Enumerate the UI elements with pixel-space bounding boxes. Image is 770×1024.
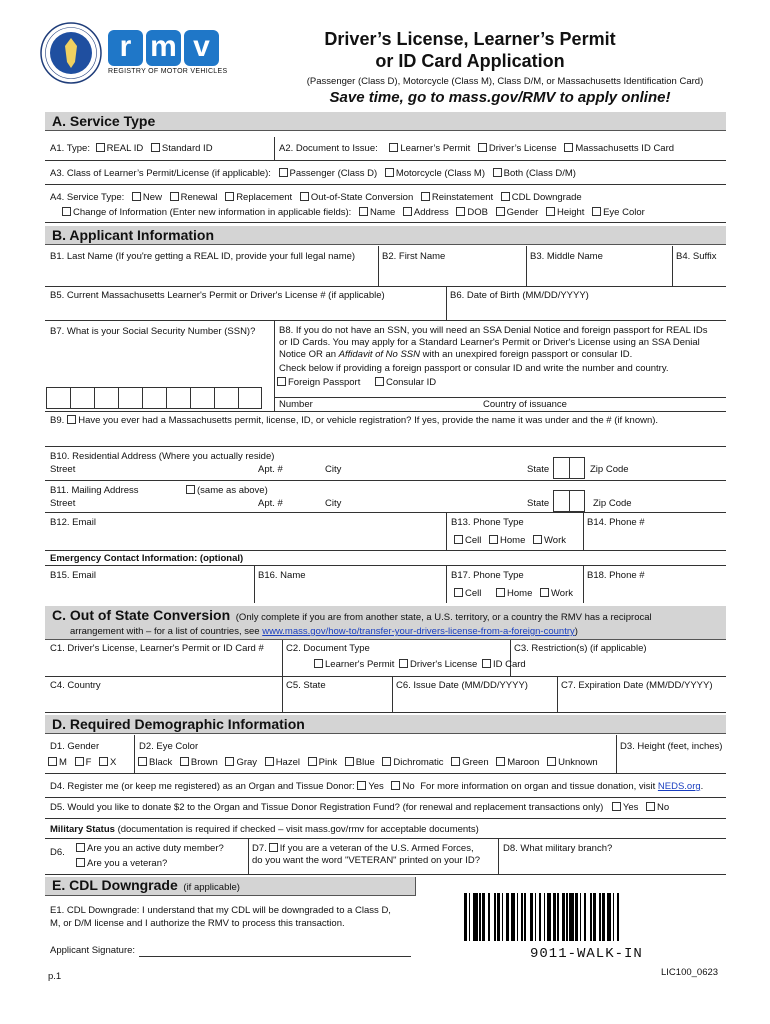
section-d-title: D. Required Demographic Information — [52, 716, 305, 732]
replacement-checkbox[interactable] — [225, 192, 234, 201]
eye-black-checkbox[interactable] — [138, 757, 147, 766]
class-m-checkbox[interactable] — [385, 168, 394, 177]
d3-label: D3. Height (feet, inches) — [620, 741, 723, 752]
d2-options: Black Brown Gray Hazel Pink Blue Dichromatic Green Maroon Unknown — [138, 757, 598, 768]
b18-label: B18. Phone # — [587, 570, 645, 581]
b11-street: Street — [50, 498, 76, 509]
b10-city: City — [325, 464, 342, 475]
d2-label: D2. Eye Color — [139, 741, 199, 752]
change-info-checkbox[interactable] — [62, 207, 71, 216]
c7-label: C7. Expiration Date (MM/DD/YYYY) — [561, 680, 713, 691]
b10-apt: Apt. # — [258, 464, 283, 475]
b8-line2: or ID Cards. You may apply for a Standard Learner's Permit or Driver's License using an SSA Denial — [279, 337, 700, 348]
foreign-country-link[interactable]: www.mass.gov/how-to/transfer-your-drivers-license-from-a-foreign-country — [262, 626, 575, 637]
ma-id-card-checkbox[interactable] — [564, 143, 573, 152]
eye-dichromatic-checkbox[interactable] — [382, 757, 391, 766]
gender-f-checkbox[interactable] — [75, 757, 84, 766]
b13-work-checkbox[interactable] — [533, 535, 542, 544]
oos-conversion-checkbox[interactable] — [300, 192, 309, 201]
e1-line1: E1. CDL Downgrade: I understand that my CDL will be downgraded to a Class D, — [50, 905, 391, 916]
d6-active-duty: Are you an active duty member? — [76, 843, 224, 854]
barcode-text: 9011-WALK-IN — [530, 946, 643, 962]
a4-change-row: Change of Information (Enter new information in applicable fields): Name Address DOB Gender Height Eye Color — [62, 207, 645, 218]
b5-label: B5. Current Massachusetts Learner's Permit or Driver's License # (if applicable) — [50, 290, 385, 301]
b17-label: B17. Phone Type — [451, 570, 524, 581]
b13-cell-checkbox[interactable] — [454, 535, 463, 544]
b2-label: B2. First Name — [382, 251, 446, 262]
class-d-checkbox[interactable] — [279, 168, 288, 177]
b10-zip: Zip Code — [590, 464, 629, 475]
new-checkbox[interactable] — [132, 192, 141, 201]
b10-state: State — [527, 464, 550, 475]
b17-home-checkbox[interactable] — [496, 588, 505, 597]
c1-label: C1. Driver's License, Learner's Permit or ID Card # — [50, 643, 264, 654]
b13-options: Cell Home Work — [454, 535, 566, 546]
gender-m-checkbox[interactable] — [48, 757, 57, 766]
rmv-logo: r m v REGISTRY OF MOTOR VEHICLES — [108, 30, 228, 75]
gender-x-checkbox[interactable] — [99, 757, 108, 766]
section-e-heading: E. CDL Downgrade (if applicable) — [52, 877, 240, 893]
foreign-passport-checkbox[interactable] — [277, 377, 286, 386]
fund-no-checkbox[interactable] — [646, 802, 655, 811]
b15-label: B15. Email — [50, 570, 96, 581]
section-a-title: A. Service Type — [52, 113, 156, 129]
donor-no-checkbox[interactable] — [391, 781, 400, 790]
b11-label: B11. Mailing Address — [50, 485, 139, 496]
d1-options: M F X — [48, 757, 116, 768]
b4-label: B4. Suffix — [676, 251, 717, 262]
eye-hazel-checkbox[interactable] — [265, 757, 274, 766]
section-c-note2: arrangement with – for a list of countries, see www.mass.gov/how-to/transfer-your-drivers-license-from-a-foreign-country) — [70, 626, 578, 637]
a1-row: A1. Type: REAL ID Standard ID — [50, 143, 213, 154]
b6-label: B6. Date of Birth (MM/DD/YYYY) — [450, 290, 589, 301]
b17-work-checkbox[interactable] — [540, 588, 549, 597]
state-seal — [40, 22, 102, 84]
active-duty-checkbox[interactable] — [76, 843, 85, 852]
form-code: LIC100_0623 — [661, 967, 719, 978]
change-address-checkbox[interactable] — [403, 207, 412, 216]
a2-row: A2. Document to Issue: Learner’s Permit Driver’s License Massachusetts ID Card — [279, 143, 675, 154]
d4-row: D4. Register me (or keep me registered) as an Organ and Tissue Donor: Yes No For more information on organ and tissue donation, visit NEDS.org. — [50, 781, 704, 792]
b14-label: B14. Phone # — [587, 517, 645, 528]
b10-street: Street — [50, 464, 76, 475]
eye-brown-checkbox[interactable] — [180, 757, 189, 766]
a4-row: A4. Service Type: New Renewal Replacement Out-of-State Conversion Reinstatement CDL Downgrade — [50, 192, 582, 203]
eye-blue-checkbox[interactable] — [345, 757, 354, 766]
b8-options: Foreign Passport Consular ID — [277, 377, 436, 388]
donor-yes-checkbox[interactable] — [357, 781, 366, 790]
b8-line3: Notice OR an Affidavit of No SSN with an unexpired foreign passport or consular ID. — [279, 349, 633, 360]
real-id-checkbox[interactable] — [96, 143, 105, 152]
eye-unknown-checkbox[interactable] — [547, 757, 556, 766]
learners-permit-checkbox[interactable] — [389, 143, 398, 152]
e1-line2: M, or D/M license and I authorize the RMV to process this transaction. — [50, 918, 345, 929]
signature-line[interactable] — [139, 956, 411, 957]
b11-zip: Zip Code — [593, 498, 632, 509]
eye-maroon-checkbox[interactable] — [496, 757, 505, 766]
emergency-label: Emergency Contact Information: (optional) — [50, 553, 244, 564]
b7-label: B7. What is your Social Security Number (SSN)? — [50, 326, 256, 337]
c3-label: C3. Restriction(s) (if applicable) — [514, 643, 647, 654]
form-title-line2: or ID Card Application — [375, 51, 565, 71]
section-c-heading: C. Out of State Conversion (Only complete if you are from another state, a U.S. territory, or a country the RMV has a reciprocal — [52, 607, 652, 623]
c2-label: C2. Document Type — [286, 643, 370, 654]
section-b-title: B. Applicant Information — [52, 227, 215, 243]
consular-id-checkbox[interactable] — [375, 377, 384, 386]
page-number: p.1 — [48, 971, 62, 982]
eye-green-checkbox[interactable] — [451, 757, 460, 766]
b9-checkbox[interactable] — [67, 415, 76, 424]
fund-yes-checkbox[interactable] — [612, 802, 621, 811]
b13-label: B13. Phone Type — [451, 517, 524, 528]
form-subtitle: (Passenger (Class D), Motorcycle (Class M), Class D/M, or Massachusetts Identification Card) — [306, 76, 704, 87]
change-gender-checkbox[interactable] — [496, 207, 505, 216]
barcode-bar — [619, 893, 622, 941]
d5-row: D5. Would you like to donate $2 to the Organ and Tissue Donor Registration Fund? (for renewal and replacement transactions only) Yes No — [50, 802, 670, 813]
same-as-above-checkbox[interactable] — [186, 485, 195, 494]
c2-lp-checkbox[interactable] — [314, 659, 323, 668]
b3-label: B3. Middle Name — [530, 251, 603, 262]
b8-country-label: Country of issuance — [483, 399, 567, 410]
change-height-checkbox[interactable] — [546, 207, 555, 216]
b16-label: B16. Name — [258, 570, 306, 581]
section-c-title: C. Out of State Conversion — [52, 607, 231, 623]
change-dob-checkbox[interactable] — [456, 207, 465, 216]
c2-dl-checkbox[interactable] — [399, 659, 408, 668]
same-as-above: (same as above) — [186, 485, 268, 496]
online-banner: Save time, go to mass.gov/RMV to apply online! — [329, 89, 671, 106]
d1-label: D1. Gender — [50, 741, 100, 752]
section-e-title: E. CDL Downgrade — [52, 877, 178, 893]
b17-cell-checkbox[interactable] — [454, 588, 463, 597]
d7-line2: do you want the word "VETERAN" printed on your ID? — [252, 855, 480, 866]
b8-line4: Check below if providing a foreign passport or consular ID and write the number and country. — [279, 363, 669, 374]
rmv-subtitle: REGISTRY OF MOTOR VEHICLES — [108, 68, 228, 75]
a3-row: A3. Class of Learner’s Permit/License (if applicable): Passenger (Class D) Motorcycle (Class M) Both (Class D/M) — [50, 168, 576, 179]
reinstatement-checkbox[interactable] — [421, 192, 430, 201]
b10-label: B10. Residential Address (Where you actually reside) — [50, 451, 275, 462]
b13-home-checkbox[interactable] — [489, 535, 498, 544]
neds-link[interactable]: NEDS.org — [657, 781, 701, 792]
military-status: Military Status (documentation is required if checked – visit mass.gov/rmv for acceptable documents) — [50, 824, 479, 835]
form-title-line1: Driver’s License, Learner’s Permit — [324, 29, 616, 49]
b1-label: B1. Last Name (If you're getting a REAL ID, provide your full legal name) — [50, 251, 356, 262]
c5-label: C5. State — [286, 680, 326, 691]
d7-row: D7. If you are a veteran of the U.S. Armed Forces, — [252, 843, 474, 854]
b11-apt: Apt. # — [258, 498, 283, 509]
class-dm-checkbox[interactable] — [493, 168, 502, 177]
b12-label: B12. Email — [50, 517, 96, 528]
c2-id-checkbox[interactable] — [482, 659, 491, 668]
signature-label: Applicant Signature: — [50, 945, 136, 956]
standard-id-checkbox[interactable] — [151, 143, 160, 152]
c4-label: C4. Country — [50, 680, 101, 691]
eye-gray-checkbox[interactable] — [225, 757, 234, 766]
b11-city: City — [325, 498, 342, 509]
change-eye-checkbox[interactable] — [592, 207, 601, 216]
renewal-checkbox[interactable] — [170, 192, 179, 201]
b8-line1: B8. If you do not have an SSN, you will need an SSA Denial Notice and foreign passport for REAL IDs — [279, 325, 708, 336]
d8-label: D8. What military branch? — [503, 843, 613, 854]
ssn-boxes[interactable] — [46, 387, 262, 409]
d6-label: D6. — [50, 847, 65, 858]
veteran-checkbox[interactable] — [76, 858, 85, 867]
barcode — [464, 893, 684, 941]
b17-options: Cell Home Work — [454, 588, 573, 599]
b9-row: B9. Have you ever had a Massachusetts permit, license, ID, or vehicle registration? If yes, provide the name it was under and the # (if known). — [50, 415, 659, 426]
veteran-print-checkbox[interactable] — [269, 843, 278, 852]
c6-label: C6. Issue Date (MM/DD/YYYY) — [396, 680, 528, 691]
drivers-license-checkbox[interactable] — [478, 143, 487, 152]
b8-number-label: Number — [279, 399, 313, 410]
cdl-downgrade-checkbox[interactable] — [501, 192, 510, 201]
c2-options: Learner's Permit Driver's License ID Card — [314, 659, 526, 670]
d6-veteran: Are you a veteran? — [76, 858, 167, 869]
change-name-checkbox[interactable] — [359, 207, 368, 216]
eye-pink-checkbox[interactable] — [308, 757, 317, 766]
b11-state: State — [527, 498, 550, 509]
